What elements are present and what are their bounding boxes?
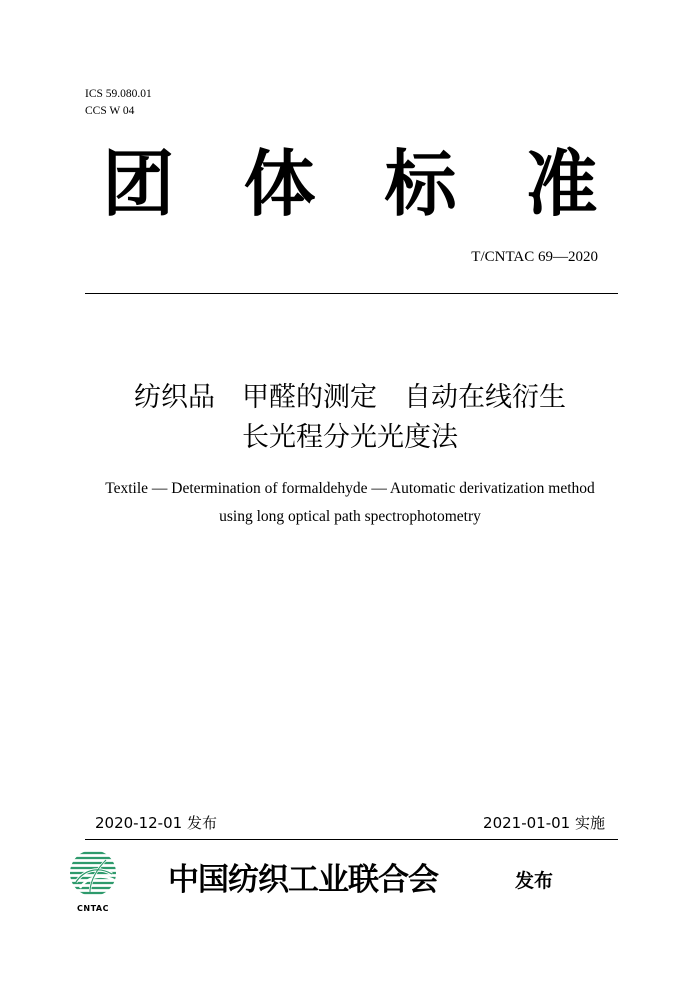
- chinese-title-line-2: 长光程分光光度法: [242, 422, 458, 453]
- cntac-logo: [66, 848, 120, 918]
- english-title-line-2: using long optical path spectrophotometry: [219, 508, 481, 525]
- publisher-name: 中国纺织工业联合会: [168, 862, 438, 898]
- ics-code: ICS 59.080.01: [85, 88, 152, 100]
- top-divider: [85, 293, 618, 294]
- bottom-divider: [85, 839, 618, 840]
- document-type-heading: 团 体 标 准: [102, 141, 620, 226]
- english-title: [0, 475, 700, 531]
- issue-date: 2020-12-01 发布: [95, 814, 217, 832]
- publish-label: 发布: [515, 870, 554, 892]
- classification-codes: [85, 86, 152, 120]
- english-title-line-1: Textile — Determination of formaldehyde — Automatic derivatization method: [105, 480, 595, 497]
- chinese-title: [0, 378, 700, 458]
- chinese-title-line-1: 纺织品 甲醛的测定 自动在线衍生: [134, 382, 566, 413]
- ccs-code: CCS W 04: [85, 105, 135, 117]
- cntac-logo-text: CNTAC: [77, 904, 109, 913]
- standard-number: T/CNTAC 69—2020: [471, 249, 598, 265]
- cntac-globe-logo-icon: [68, 848, 118, 898]
- effective-date: 2021-01-01 实施: [483, 814, 605, 832]
